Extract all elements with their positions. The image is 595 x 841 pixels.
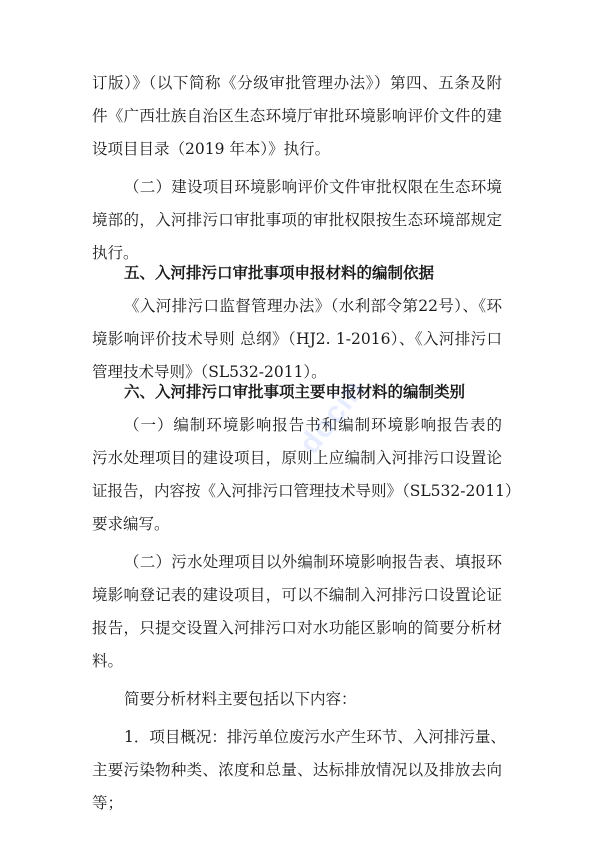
paragraph-line: 证报告，内容按《入河排污口管理技术导则》（SL532-2011） [92,482,521,500]
paragraph-line: 简要分析材料主要包括以下内容： [124,690,357,708]
paragraph-line: 境部的，入河排污口审批事项的审批权限按生态环境部规定 [92,211,502,229]
paragraph-line: 境影响评价技术导则 总纲》（HJ2. 1-2016）、《入河排污口 [92,330,502,348]
paragraph-line: 1．项目概况：排污单位废污水产生环节、入河排污量、 [124,728,506,746]
paragraph-line: 主要污染物种类、浓度和总量、达标排放情况以及排放去向 [92,761,502,779]
paragraph-line: 《入河排污口监督管理办法》（水利部令第22号）、《环 [124,297,502,315]
paragraph-line: 件《广西壮族自治区生态环境厅审批环境影响评价文件的建 [92,107,502,125]
paragraph-line: 报告，只提交设置入河排污口对水功能区影响的简要分析材 [92,619,502,637]
paragraph-line: （二）建设项目环境影响评价文件审批权限在生态环境 [124,178,502,196]
section-heading: 五、入河排污口审批事项申报材料的编制依据 [124,264,435,282]
paragraph-line: 境影响登记表的建设项目，可以不编制入河排污口设置论证 [92,586,502,604]
paragraph-line: 设项目目录（2019 年本）》执行。 [92,140,331,158]
section-heading: 六、入河排污口审批事项主要申报材料的编制类别 [124,383,466,401]
paragraph-line: 污水处理项目的建设项目，原则上应编制入河排污口设置论 [92,449,502,467]
paragraph-line: （二）污水处理项目以外编制环境影响报告表、填报环 [124,553,502,571]
paragraph-line: 订版）》（以下简称《分级审批管理办法》）第四、五条及附 [92,74,502,92]
paragraph-line: 管理技术导则》（SL532-2011）。 [92,363,327,381]
paragraph-line: 要求编写。 [92,515,170,533]
watermark: docin [292,373,372,461]
paragraph-line: 料。 [92,652,124,670]
paragraph-line: 执行。 [92,244,139,262]
paragraph-line: 等； [92,794,124,812]
paragraph-line: （一）编制环境影响报告书和编制环境影响报告表的 [124,416,502,434]
